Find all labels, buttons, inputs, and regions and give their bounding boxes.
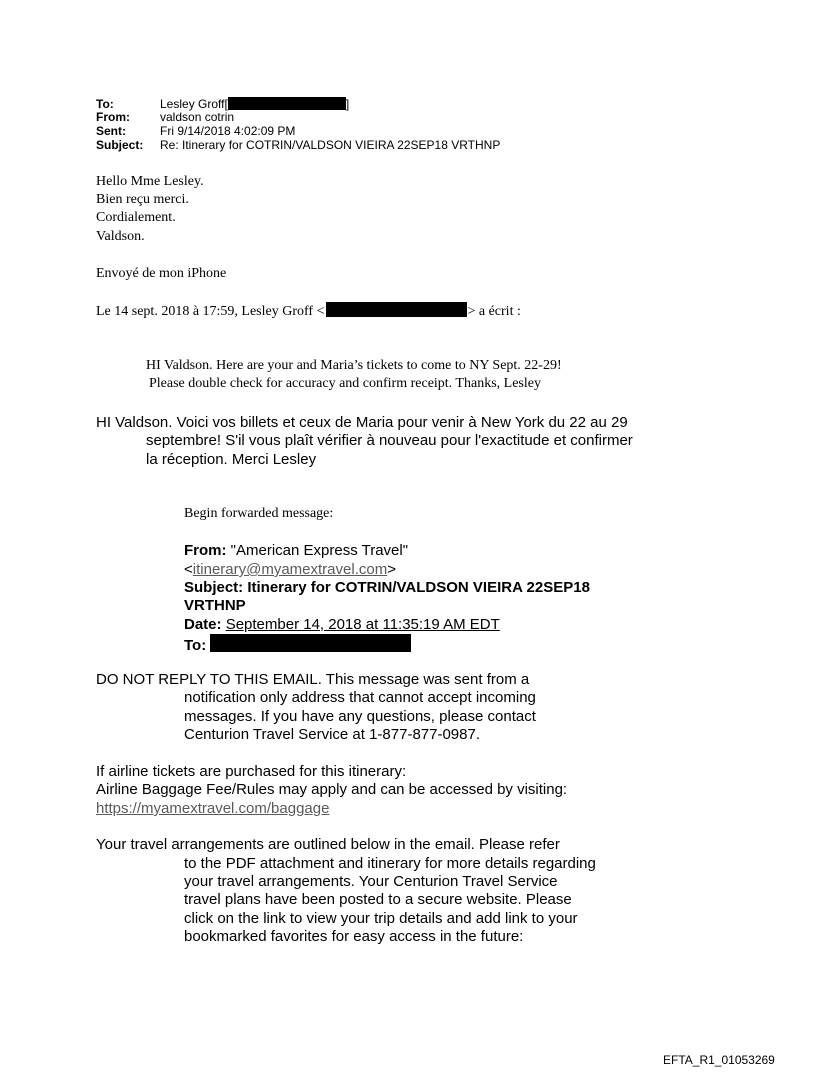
to-close: ] bbox=[345, 97, 350, 111]
subject-value: Re: Itinerary for COTRIN/VALDSON VIEIRA 22SEP18 VRTHNP bbox=[160, 138, 501, 152]
reply-line-3: Cordialement. bbox=[96, 210, 176, 225]
forwarded-to bbox=[184, 634, 411, 654]
reply-line-4: Valdson. bbox=[96, 229, 145, 244]
french-note-line-3: la réception. Merci Lesley bbox=[146, 451, 317, 468]
forwarded-subject-line-2: VRTHNP bbox=[184, 597, 246, 614]
arrangements-line-3: your travel arrangements. Your Centurion Travel Service bbox=[184, 873, 558, 890]
forwarded-date bbox=[184, 616, 500, 633]
header-sent-row bbox=[96, 125, 295, 137]
sent-label: Sent: bbox=[96, 124, 126, 138]
forwarded-to-label: To: bbox=[184, 637, 207, 654]
english-note-line-1: HI Valdson. Here are your and Maria’s tickets to come to NY Sept. 22-29! bbox=[146, 358, 562, 373]
forwarded-from-label: From: bbox=[184, 542, 227, 559]
email-bracket-open: < bbox=[184, 561, 193, 578]
notice-line-4: Centurion Travel Service at 1-877-877-0987. bbox=[184, 726, 481, 743]
sent-value: Fri 9/14/2018 4:02:09 PM bbox=[160, 124, 296, 138]
notice-line-3: messages. If you have any questions, please contact bbox=[184, 708, 536, 725]
subject-label: Subject: bbox=[96, 138, 144, 152]
notice-line-1: DO NOT REPLY TO THIS EMAIL. This message was sent from a bbox=[96, 671, 530, 688]
forwarded-subject-line-1: Subject: Itinerary for COTRIN/VALDSON VIEIRA 22SEP18 bbox=[184, 579, 590, 596]
quote-intro-suffix: > a écrit : bbox=[467, 304, 521, 319]
reply-line-1: Hello Mme Lesley. bbox=[96, 174, 204, 189]
header-subject-row bbox=[96, 139, 500, 151]
forwarded-date-value: September 14, 2018 at 11:35:19 AM EDT bbox=[225, 616, 500, 633]
forwarded-email bbox=[184, 561, 396, 578]
quote-intro-prefix: Le 14 sept. 2018 à 17:59, Lesley Groff < bbox=[96, 304, 325, 319]
arrangements-line-2: to the PDF attachment and itinerary for more details regarding bbox=[184, 855, 596, 872]
baggage-line-2: Airline Baggage Fee/Rules may apply and can be accessed by visiting: bbox=[96, 781, 568, 798]
english-note-line-2: Please double check for accuracy and confirm receipt. Thanks, Lesley bbox=[149, 376, 541, 391]
french-note-line-2: septembre! S'il vous plaît vérifier à nouveau pour l'exactitude et confirmer bbox=[146, 432, 633, 449]
email-bracket-close: > bbox=[387, 561, 396, 578]
arrangements-line-6: bookmarked favorites for easy access in the future: bbox=[184, 928, 524, 945]
redaction-box bbox=[326, 302, 467, 317]
forwarded-from-value: "American Express Travel" bbox=[230, 542, 409, 559]
redaction-box bbox=[210, 634, 411, 652]
from-value: valdson cotrin bbox=[160, 110, 235, 124]
to-label: To: bbox=[96, 97, 114, 111]
baggage-line-1: If airline tickets are purchased for this itinerary: bbox=[96, 763, 407, 780]
to-value: Lesley Groff[ bbox=[160, 97, 228, 111]
baggage-link[interactable]: https://myamextravel.com/baggage bbox=[96, 800, 330, 817]
redaction-box bbox=[228, 97, 346, 110]
reply-line-2: Bien reçu merci. bbox=[96, 192, 189, 207]
arrangements-line-5: click on the link to view your trip details and add link to your bbox=[184, 910, 578, 927]
document-id: EFTA_R1_01053269 bbox=[663, 1053, 775, 1067]
from-label: From: bbox=[96, 110, 130, 124]
header-to-row bbox=[96, 97, 349, 110]
forwarded-from bbox=[184, 542, 408, 559]
arrangements-line-1: Your travel arrangements are outlined below in the email. Please refer bbox=[96, 836, 560, 853]
header-from-row bbox=[96, 111, 234, 123]
forwarded-intro: Begin forwarded message: bbox=[184, 506, 334, 521]
forwarded-date-label: Date: bbox=[184, 616, 222, 633]
notice-line-2: notification only address that cannot accept incoming bbox=[184, 689, 536, 706]
forwarded-email-link[interactable]: itinerary@myamextravel.com bbox=[192, 561, 388, 578]
quote-intro bbox=[96, 302, 521, 320]
reply-signature: Envoyé de mon iPhone bbox=[96, 266, 227, 281]
arrangements-line-4: travel plans have been posted to a secure website. Please bbox=[184, 891, 572, 908]
french-note-line-1: HI Valdson. Voici vos billets et ceux de Maria pour venir à New York du 22 au 29 bbox=[96, 414, 628, 431]
